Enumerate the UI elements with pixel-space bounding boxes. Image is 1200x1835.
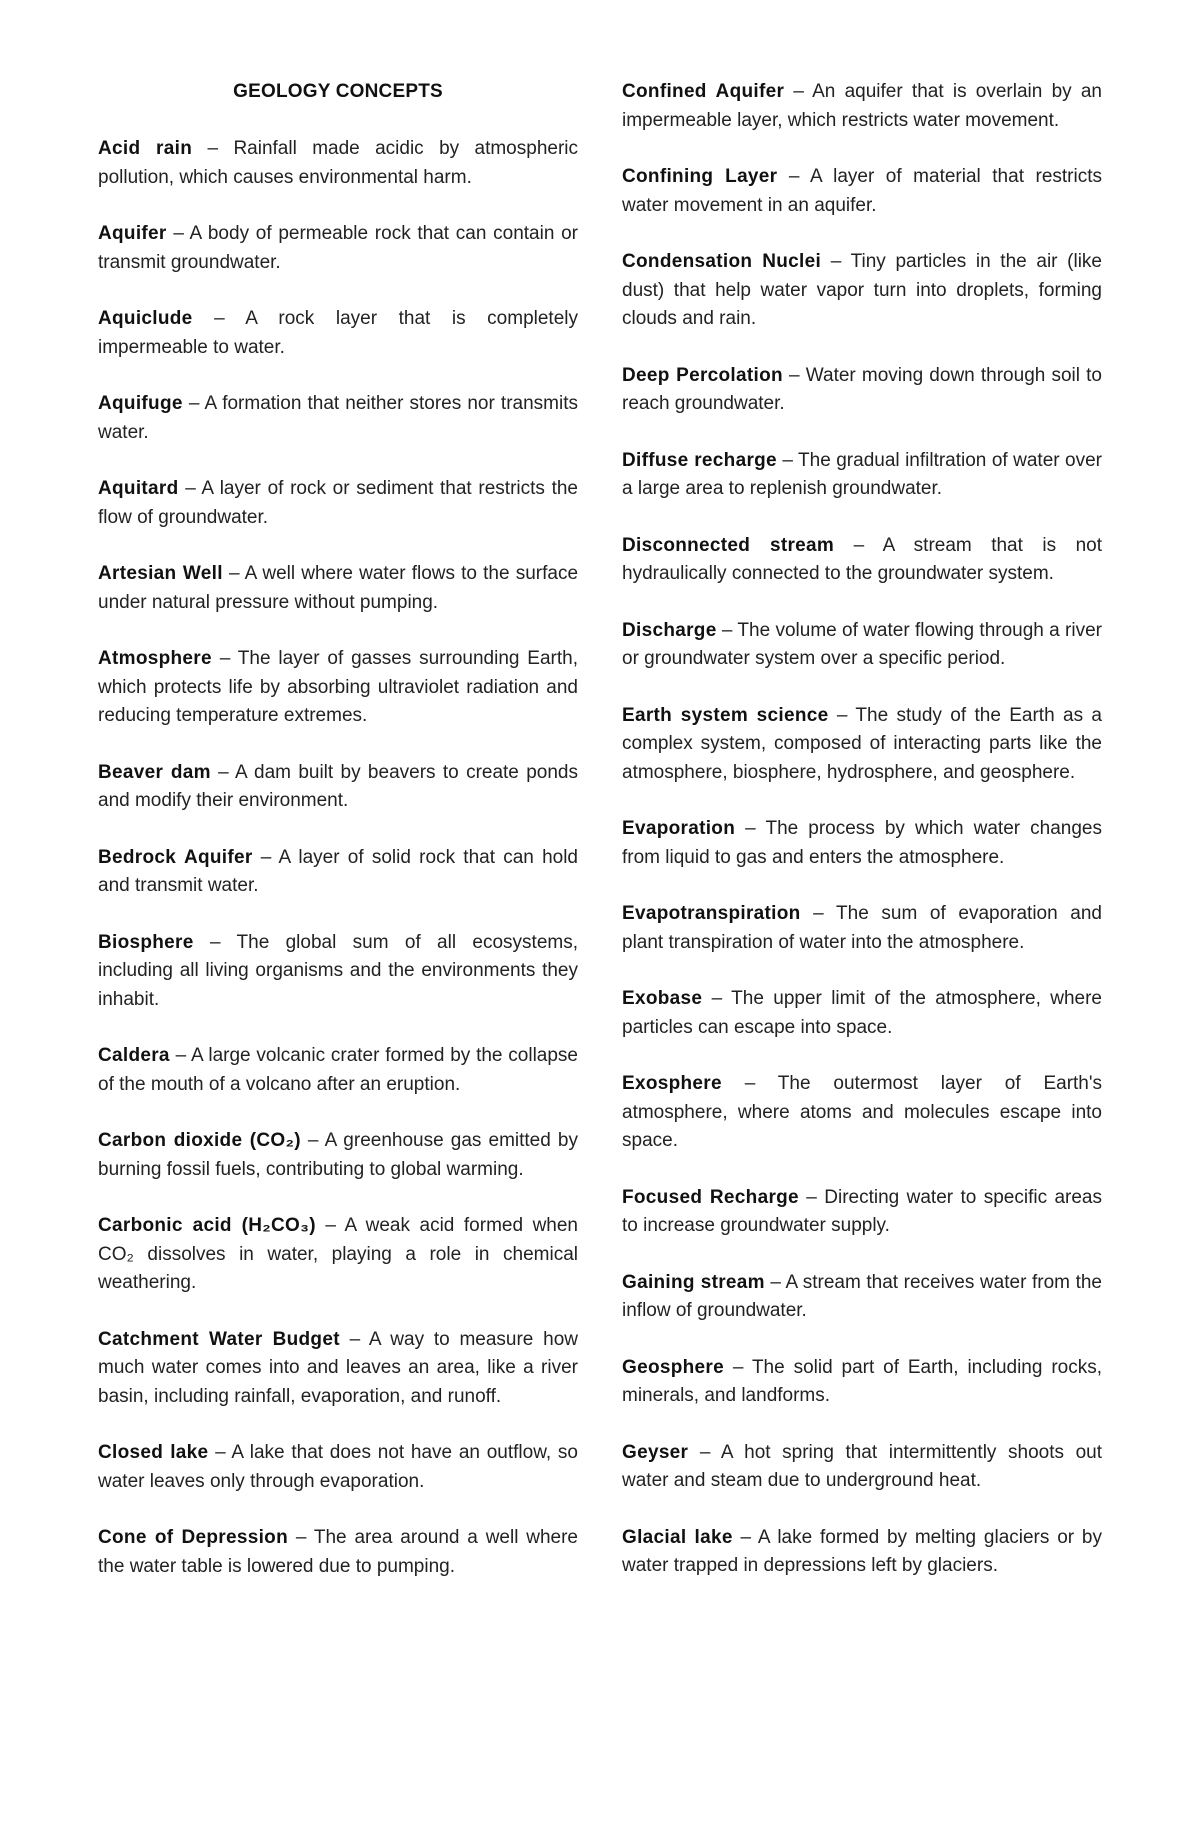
glossary-term: Earth system science <box>622 704 829 726</box>
glossary-term: Artesian Well <box>98 563 223 584</box>
glossary-term: Deep Percolation <box>622 364 783 386</box>
glossary-definition: – The process by which water changes from liquid to gas and enters the atmosphere. <box>622 818 1102 868</box>
glossary-definition: – Rainfall made acidic by atmospheric pollution, which causes environmental harm. <box>98 138 579 188</box>
glossary-term: Carbonic acid (H₂CO₃) <box>98 1215 316 1236</box>
glossary-term: Biosphere <box>98 931 194 953</box>
glossary-term: Aquitard <box>98 478 179 499</box>
glossary-term: Discharge <box>622 619 717 641</box>
glossary-term: Caldera <box>98 1045 170 1066</box>
glossary-term: Evapotranspiration <box>622 903 801 924</box>
glossary-entry <box>98 1212 578 1298</box>
glossary-definition: – Directing water to specific areas to increase groundwater supply. <box>622 1186 1102 1236</box>
glossary-entry <box>98 929 578 1015</box>
glossary-term: Cone of Depression <box>98 1527 288 1548</box>
glossary-entry <box>98 390 578 447</box>
glossary-entry <box>622 532 1102 589</box>
right-column <box>622 78 1102 1609</box>
glossary-term: Confined Aquifer <box>622 81 785 102</box>
glossary-definition: – A stream that is not hydraulically connected to the groundwater system. <box>622 534 1102 584</box>
glossary-term: Aquifuge <box>98 393 183 414</box>
glossary-entry <box>622 78 1102 135</box>
glossary-definition: – A rock layer that is completely impermeable to water. <box>98 308 578 358</box>
glossary-entry <box>622 1070 1102 1156</box>
glossary-entry <box>98 844 578 901</box>
document-title: GEOLOGY CONCEPTS <box>233 81 443 102</box>
glossary-definition: – An aquifer that is overlain by an impermeable layer, which restricts water movement. <box>622 81 1103 131</box>
glossary-definition: – The study of the Earth as a complex system, composed of interacting parts like the atmosphere, biosphere, hydrosphere, and geosphere. <box>622 704 1102 783</box>
glossary-entry <box>98 560 578 617</box>
glossary-term: Aquiclude <box>98 308 193 329</box>
glossary-definition: – A well where water flows to the surface under natural pressure without pumping. <box>98 563 579 613</box>
glossary-definition: – A hot spring that intermittently shoots out water and steam due to underground heat. <box>622 1441 1102 1491</box>
glossary-entry <box>98 475 578 532</box>
glossary-definition: – A large volcanic crater formed by the collapse of the mouth of a volcano after an eruption. <box>98 1045 578 1095</box>
glossary-entry <box>622 1184 1102 1241</box>
glossary-entry <box>98 135 578 192</box>
glossary-entry <box>622 362 1102 419</box>
glossary-entry <box>622 1354 1102 1411</box>
glossary-definition: – A layer of material that restricts water movement in an aquifer. <box>622 166 1103 216</box>
glossary-entry <box>98 1439 578 1496</box>
glossary-entry <box>622 900 1102 957</box>
glossary-definition: – Water moving down through soil to reach groundwater. <box>622 364 1102 414</box>
glossary-term: Catchment Water Budget <box>98 1328 340 1350</box>
glossary-term: Exobase <box>622 988 703 1009</box>
glossary-definition: – The sum of evaporation and plant transpiration of water into the atmosphere. <box>622 903 1102 953</box>
glossary-entry <box>622 248 1102 334</box>
glossary-term: Carbon dioxide (CO₂) <box>98 1130 301 1151</box>
glossary-term: Aquifer <box>98 223 167 244</box>
glossary-definition: – A greenhouse gas emitted by burning fossil fuels, contributing to global warming. <box>98 1130 578 1180</box>
glossary-entry <box>98 1042 578 1099</box>
glossary-definition: – The upper limit of the atmosphere, where particles can escape into space. <box>622 988 1102 1038</box>
left-glossary-list <box>98 135 578 1581</box>
glossary-term: Disconnected stream <box>622 534 835 556</box>
glossary-entry <box>98 1524 578 1581</box>
glossary-definition: – The solid part of Earth, including rocks, minerals, and landforms. <box>622 1356 1102 1406</box>
glossary-definition: – A way to measure how much water comes into and leaves an area, like a river basin, including rainfall, evaporation, and runoff. <box>98 1328 578 1407</box>
glossary-entry <box>98 1326 578 1412</box>
glossary-entry <box>622 985 1102 1042</box>
glossary-definition: – The volume of water flowing through a river or groundwater system over a specific period. <box>622 619 1102 669</box>
glossary-definition: – A layer of solid rock that can hold and transmit water. <box>98 846 578 896</box>
glossary-term: Glacial lake <box>622 1526 733 1548</box>
glossary-term: Gaining stream <box>622 1271 765 1293</box>
glossary-entry <box>622 163 1102 220</box>
glossary-entry <box>622 1269 1102 1326</box>
glossary-definition: – A dam built by beavers to create ponds and modify their environment. <box>98 761 578 811</box>
glossary-term: Bedrock Aquifer <box>98 846 253 868</box>
glossary-entry <box>98 759 578 816</box>
glossary-definition: – Tiny particles in the air (like dust) that help water vapor turn into droplets, forming clouds and rain. <box>622 251 1102 329</box>
glossary-term: Focused Recharge <box>622 1186 799 1208</box>
glossary-entry <box>622 702 1102 788</box>
glossary-entry <box>622 815 1102 872</box>
glossary-term: Condensation Nuclei <box>622 251 822 272</box>
glossary-definition: – A lake that does not have an outflow, so water leaves only through evaporation. <box>98 1442 578 1492</box>
glossary-term: Evaporation <box>622 818 736 839</box>
glossary-definition: – The global sum of all ecosystems, including all living organisms and the environments they inhabit. <box>98 931 578 1010</box>
glossary-term: Atmosphere <box>98 648 212 669</box>
glossary-definition: – The layer of gasses surrounding Earth, which protects life by absorbing ultraviolet radiation and reducing temperature extremes. <box>98 648 578 726</box>
glossary-entry <box>622 447 1102 504</box>
glossary-entry <box>622 1524 1102 1581</box>
glossary-entry <box>98 220 578 277</box>
glossary-definition: – The gradual infiltration of water over a large area to replenish groundwater. <box>622 449 1102 499</box>
glossary-definition: – A stream that receives water from the inflow of groundwater. <box>622 1271 1102 1321</box>
glossary-definition: – A weak acid formed when CO₂ dissolves in water, playing a role in chemical weathering. <box>98 1215 578 1293</box>
glossary-definition: – A lake formed by melting glaciers or by water trapped in depressions left by glaciers. <box>622 1526 1102 1576</box>
glossary-term: Beaver dam <box>98 761 211 783</box>
glossary-definition: – A formation that neither stores nor transmits water. <box>98 393 578 443</box>
glossary-entry <box>98 1127 578 1184</box>
left-column <box>98 78 578 1609</box>
glossary-term: Diffuse recharge <box>622 449 777 471</box>
glossary-definition: – A layer of rock or sediment that restricts the flow of groundwater. <box>98 478 578 528</box>
glossary-entry <box>98 305 578 362</box>
glossary-definition: – The area around a well where the water table is lowered due to pumping. <box>98 1527 578 1577</box>
glossary-term: Geyser <box>622 1441 689 1463</box>
glossary-entry <box>622 617 1102 674</box>
glossary-entry <box>622 1439 1102 1496</box>
glossary-definition: – A body of permeable rock that can contain or transmit groundwater. <box>98 223 578 273</box>
glossary-term: Acid rain <box>98 138 193 159</box>
glossary-term: Geosphere <box>622 1356 724 1378</box>
glossary-entry <box>98 645 578 731</box>
glossary-term: Confining Layer <box>622 166 778 187</box>
glossary-term: Exosphere <box>622 1073 722 1094</box>
glossary-definition: – The outermost layer of Earth's atmosphere, where atoms and molecules escape into space. <box>622 1073 1102 1151</box>
right-glossary-list <box>622 78 1102 1581</box>
glossary-term: Closed lake <box>98 1442 209 1463</box>
